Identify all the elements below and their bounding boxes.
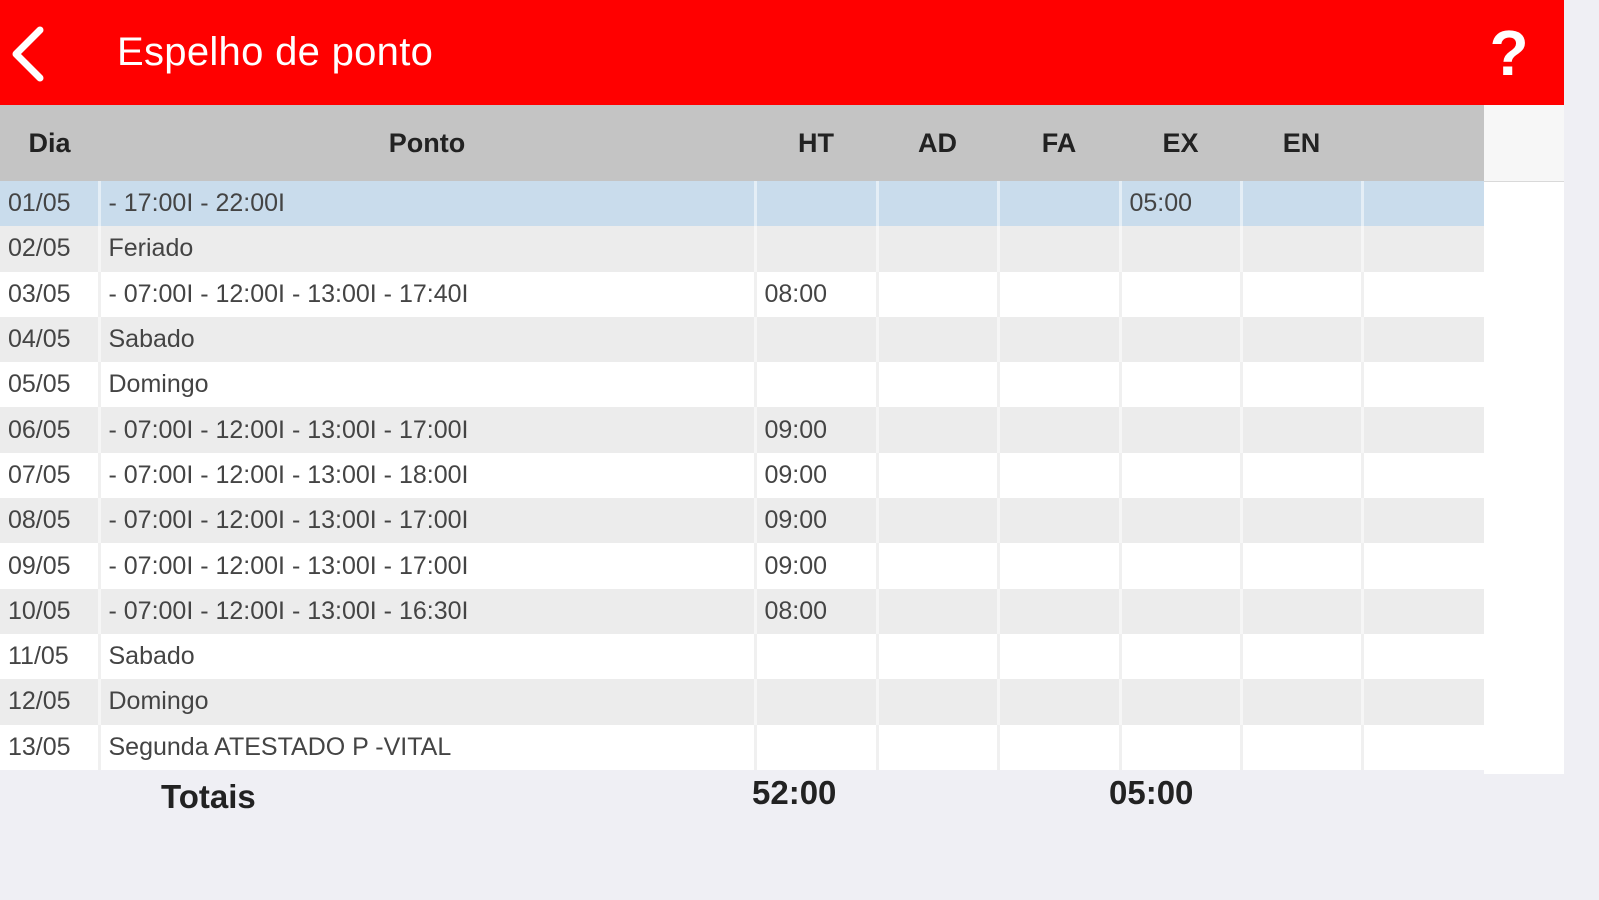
cell-fa <box>998 317 1120 362</box>
cell-ht: 09:00 <box>755 498 877 543</box>
cell-ponto: - 07:00I - 12:00I - 13:00I - 17:40I <box>99 272 755 317</box>
cell-dia: 03/05 <box>0 272 99 317</box>
cell-fa <box>998 407 1120 452</box>
table-row[interactable] <box>0 407 1484 452</box>
table-row[interactable] <box>0 272 1484 317</box>
cell-ponto: - 07:00I - 12:00I - 13:00I - 17:00I <box>99 498 755 543</box>
cell-fa <box>998 498 1120 543</box>
table-row[interactable] <box>0 725 1484 770</box>
cell-ht <box>755 362 877 407</box>
column-header-ponto[interactable]: Ponto <box>99 105 755 181</box>
cell-en <box>1241 679 1362 724</box>
cell-ex <box>1120 362 1241 407</box>
cell-empty <box>1362 226 1484 271</box>
cell-fa <box>998 589 1120 634</box>
column-header-ex[interactable]: EX <box>1120 105 1241 181</box>
cell-ex <box>1120 589 1241 634</box>
cell-ponto: - 07:00I - 12:00I - 13:00I - 16:30I <box>99 589 755 634</box>
table-row[interactable] <box>0 543 1484 588</box>
cell-en <box>1241 634 1362 679</box>
cell-ad <box>877 679 998 724</box>
cell-en <box>1241 725 1362 770</box>
cell-en <box>1241 317 1362 362</box>
chevron-left-icon <box>6 22 56 86</box>
table-row[interactable] <box>0 317 1484 362</box>
cell-en <box>1241 543 1362 588</box>
cell-ht <box>755 181 877 226</box>
cell-empty <box>1362 543 1484 588</box>
cell-fa <box>998 272 1120 317</box>
cell-ad <box>877 317 998 362</box>
cell-ponto: Domingo <box>99 362 755 407</box>
cell-ad <box>877 543 998 588</box>
cell-dia: 07/05 <box>0 453 99 498</box>
table-right-margin <box>1484 105 1564 774</box>
cell-ex <box>1120 679 1241 724</box>
cell-empty <box>1362 589 1484 634</box>
cell-ht: 09:00 <box>755 543 877 588</box>
cell-ad <box>877 226 998 271</box>
cell-ponto: Segunda ATESTADO P -VITAL <box>99 725 755 770</box>
cell-ponto: - 07:00I - 12:00I - 13:00I - 17:00I <box>99 543 755 588</box>
cell-fa <box>998 679 1120 724</box>
cell-ponto: - 17:00I - 22:00I <box>99 181 755 226</box>
cell-fa <box>998 725 1120 770</box>
totals-ht-value: 52:00 <box>752 774 837 811</box>
cell-ad <box>877 498 998 543</box>
cell-dia: 13/05 <box>0 725 99 770</box>
cell-fa <box>998 362 1120 407</box>
cell-dia: 06/05 <box>0 407 99 452</box>
page-title: Espelho de ponto <box>117 30 434 74</box>
column-header-empty <box>1362 105 1484 181</box>
table-body <box>0 181 1484 770</box>
table-row[interactable] <box>0 181 1484 226</box>
cell-ponto: Sabado <box>99 634 755 679</box>
cell-en <box>1241 453 1362 498</box>
cell-empty <box>1362 725 1484 770</box>
cell-ponto: - 07:00I - 12:00I - 13:00I - 18:00I <box>99 453 755 498</box>
cell-en <box>1241 589 1362 634</box>
cell-ex <box>1120 543 1241 588</box>
cell-dia: 05/05 <box>0 362 99 407</box>
cell-fa <box>998 453 1120 498</box>
cell-ad <box>877 589 998 634</box>
cell-ht: 09:00 <box>755 407 877 452</box>
cell-ex <box>1120 498 1241 543</box>
cell-ad <box>877 634 998 679</box>
cell-ht <box>755 317 877 362</box>
cell-empty <box>1362 679 1484 724</box>
cell-fa <box>998 543 1120 588</box>
cell-en <box>1241 226 1362 271</box>
cell-dia: 09/05 <box>0 543 99 588</box>
cell-ponto: Domingo <box>99 679 755 724</box>
cell-ex <box>1120 634 1241 679</box>
totals-label: Totais <box>161 778 256 815</box>
column-header-en[interactable]: EN <box>1241 105 1362 181</box>
cell-en <box>1241 498 1362 543</box>
cell-ht <box>755 679 877 724</box>
cell-ht <box>755 725 877 770</box>
cell-empty <box>1362 317 1484 362</box>
cell-ad <box>877 725 998 770</box>
cell-empty <box>1362 634 1484 679</box>
cell-ht <box>755 226 877 271</box>
cell-ad <box>877 453 998 498</box>
cell-ex: 05:00 <box>1120 181 1241 226</box>
cell-ad <box>877 272 998 317</box>
cell-dia: 10/05 <box>0 589 99 634</box>
cell-ht: 08:00 <box>755 589 877 634</box>
cell-empty <box>1362 362 1484 407</box>
cell-fa <box>998 226 1120 271</box>
cell-empty <box>1362 407 1484 452</box>
cell-empty <box>1362 453 1484 498</box>
column-header-ht[interactable]: HT <box>755 105 877 181</box>
cell-dia: 12/05 <box>0 679 99 724</box>
cell-ex <box>1120 317 1241 362</box>
cell-ht: 09:00 <box>755 453 877 498</box>
cell-ad <box>877 407 998 452</box>
cell-dia: 04/05 <box>0 317 99 362</box>
totals-ex-value: 05:00 <box>1109 774 1194 811</box>
cell-ex <box>1120 453 1241 498</box>
table-row[interactable] <box>0 226 1484 271</box>
back-button[interactable] <box>6 22 56 86</box>
cell-en <box>1241 362 1362 407</box>
cell-ht: 08:00 <box>755 272 877 317</box>
cell-ex <box>1120 272 1241 317</box>
cell-en <box>1241 407 1362 452</box>
cell-ponto: - 07:00I - 12:00I - 13:00I - 17:00I <box>99 407 755 452</box>
cell-ex <box>1120 407 1241 452</box>
cell-fa <box>998 181 1120 226</box>
column-header-dia[interactable]: Dia <box>0 105 99 181</box>
cell-en <box>1241 181 1362 226</box>
table-row[interactable] <box>0 634 1484 679</box>
table-header <box>0 105 1484 181</box>
column-header-ad[interactable]: AD <box>877 105 998 181</box>
table-row[interactable] <box>0 362 1484 407</box>
cell-empty <box>1362 181 1484 226</box>
table-row[interactable] <box>0 453 1484 498</box>
cell-fa <box>998 634 1120 679</box>
cell-ad <box>877 362 998 407</box>
cell-en <box>1241 272 1362 317</box>
cell-dia: 11/05 <box>0 634 99 679</box>
cell-empty <box>1362 498 1484 543</box>
cell-ponto: Sabado <box>99 317 755 362</box>
cell-dia: 02/05 <box>0 226 99 271</box>
cell-dia: 08/05 <box>0 498 99 543</box>
table-row[interactable] <box>0 498 1484 543</box>
cell-ex <box>1120 725 1241 770</box>
cell-ex <box>1120 226 1241 271</box>
header-spacer <box>1484 105 1564 182</box>
cell-empty <box>1362 272 1484 317</box>
timesheet-table <box>0 105 1484 770</box>
cell-ad <box>877 181 998 226</box>
cell-ht <box>755 634 877 679</box>
help-button[interactable]: ? <box>1489 17 1529 89</box>
cell-dia: 01/05 <box>0 181 99 226</box>
table-row[interactable] <box>0 679 1484 724</box>
table-row[interactable] <box>0 589 1484 634</box>
column-header-fa[interactable]: FA <box>998 105 1120 181</box>
cell-ponto: Feriado <box>99 226 755 271</box>
top-bar <box>0 0 1564 105</box>
